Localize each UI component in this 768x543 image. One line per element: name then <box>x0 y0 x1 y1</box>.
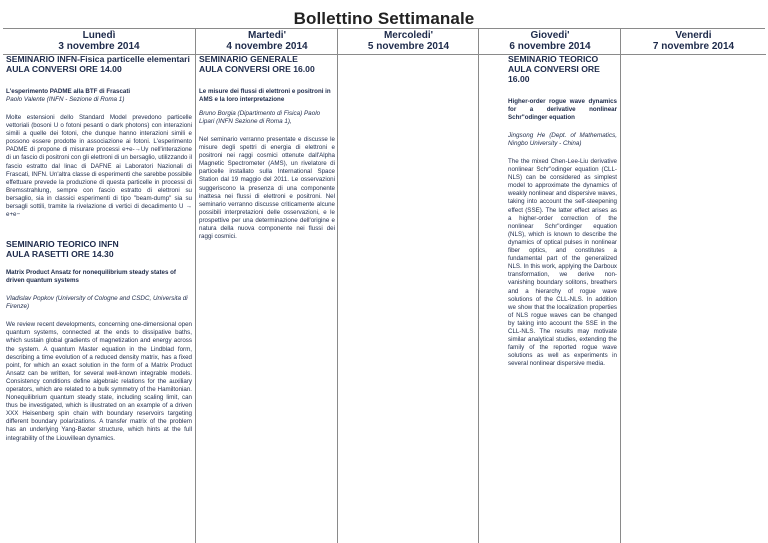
day-date: 4 novembre 2014 <box>226 41 308 52</box>
talk-author: Jingsong He (Dept. of Mathematics, Ningbo University - China) <box>508 132 617 147</box>
talk-title: Higher-order rogue wave dynamics for a derivative nonlinear Schr"odinger equation <box>508 98 617 121</box>
column-monday <box>3 29 195 543</box>
seminar-room: AULA CONVERSI ORE 16.00 <box>508 64 600 84</box>
talk-abstract: We review recent developments, concerning one-dimensional open quantum systems, connected at the ends to dissipative baths, which sustain global gradients of magnetization and energy across the system. A quantum Master equation in the Lindblad form, describing a time evolution of a reduced density matrix, has a fixed point, for which an exact solution in the form of a Matrix Product Ansatz can be written, for several well-known integrable models. Consistency conditions define algebraic relations for the auxiliary operators, which are related to a bulk symmetry of the Hamiltonian. Nonequilibrium quantum steady state, including scaling limit, can thus be investigated, which is illustrated on an example of a driven XXX Heisenberg spin chain with boundary reservoirs targeting different boundary polarizations. A transfer matrix of the problem has an underlying Yang-Baxter structure, which hints at the full integrability of the Liouvillean dynamics. <box>6 321 192 442</box>
column-thursday <box>478 29 621 543</box>
talk-abstract: The the mixed Chen-Lee-Liu derivative nonlinear Schr"odinger equation (CLL-NLS) can be considered as simplest model to approximate the dynamics of weakly nonlinear and dispersive waves, taking into account the self-steepening effect (SSE). The latter effect arises as a higher-order correction of the nonlinear Schr"ordinger equation (NLS), which is known to describe the dynamics of optical pulses in nonlinear fiber optics, and constitutes a fundamental part of the generalized NLS. In this work, applying the Darboux transformation, we derive non-vanishing boundary solitons, breathers and a hierarchy of rogue wave solutions of the CLL-NLS. In addition we show that the localization properties of NLS rogue waves can be changed by taking into account the SSE in the CLL-NLS. The results may motivate similar analytical studies, extending the family of the reported rogue wave solutions as well as experiments in several nonlinear dispersive media. <box>508 158 617 368</box>
talk-author: Vladislav Popkov (University of Cologne and CSDC, Universita di Firenze) <box>6 295 188 311</box>
tuesday-content <box>199 54 335 241</box>
day-date: 5 novembre 2014 <box>367 41 450 52</box>
day-header-monday <box>3 29 195 55</box>
seminar-room: AULA CONVERSI ORE 14.00 <box>6 64 122 74</box>
day-name: Venerdi <box>675 30 712 41</box>
thursday-content <box>508 54 617 368</box>
talk-author: Paolo Valente (INFN - Sezione di Roma 1) <box>6 96 125 103</box>
seminar-type: SEMINARIO GENERALE <box>199 54 298 64</box>
day-header-friday <box>621 29 766 55</box>
seminar-room: AULA RASETTI ORE 14.30 <box>6 249 114 260</box>
talk-title: L'esperimento PADME alla BTF di Frascati <box>6 88 131 95</box>
day-name: Lunedì <box>82 30 116 41</box>
column-friday <box>620 29 766 543</box>
talk-title: Matrix Product Ansatz for nonequilibrium steady states of driven quantum systems <box>6 269 176 285</box>
seminar-type: SEMINARIO TEORICO INFN <box>6 239 119 250</box>
talk-abstract: Nel seminario verranno presentate e discusse le misure degli spettri di energia di elettroni e positroni nei raggi cosmici ottenute dall'Alpha Magnetic Spectrometer (AMS), un rivelatore di particelle installato sulla International Space Station dal 19 maggio del 2011. Le osservazioni suggeriscono la presenza di una componente inattesa nei flussi di elettroni e positroni. Nel seminario verranno discusse criticamente alcune possibili interpretazioni delle osservazioni, e le prospettive per una determinazione dell'origine e natura della nuova componente nei flussi dei raggi cosmici. <box>199 136 335 241</box>
day-name: Giovedi' <box>530 30 570 41</box>
seminar-room: AULA CONVERSI ORE 16.00 <box>199 64 315 74</box>
page-title: Bollettino Settimanale <box>293 9 475 28</box>
seminar-type: SEMINARIO INFN-Fisica particelle elementari <box>6 54 190 64</box>
day-name: Mercoledi' <box>383 30 434 41</box>
day-name: Martedi' <box>248 30 286 41</box>
talk-title: Le misure dei flussi di elettroni e positroni in AMS e la loro interpretazione <box>199 88 331 103</box>
talk-abstract: Molte estensioni dello Standard Model prevedono particelle vettoriali (bosoni U o fotoni pesanti o dark photons) con interazioni simili a quelle dei fotoni, che dunque hanno interazioni simili e possono essere prodotte in associazione ai fotoni. L'esperimento PADME di propone di misurare processi e+e-→Uγ nell'interazione di un fascio di positroni con gli elettroni di un bersaglio, utilizzando il fascio estratto dal linac di DAFNE ai Laboratori Nazionali di Frascati, INFN. Un'altra classe di esperimenti che sarebbe possibile effettuare prevede la produzione di questa particelle in processi di Bremsstrahlung, sempre con fascio estratto di elettroni su bersaglio, sia in classici esperimenti di tipo "beam-dump" sia su bersagli sottili, tramite la rivelazione di vertici di decadimento U → e+e− <box>6 114 192 219</box>
column-tuesday <box>195 29 338 543</box>
monday-content <box>6 54 192 443</box>
day-header-tuesday <box>196 29 338 55</box>
schedule-grid <box>3 28 765 543</box>
seminar-type: SEMINARIO TEORICO <box>508 54 599 64</box>
day-date: 6 novembre 2014 <box>509 41 591 52</box>
column-wednesday <box>337 29 479 543</box>
talk-author: Bruno Borgia (Dipartimento di Fisica) Paolo Lipari (INFN Sezione di Roma 1), <box>199 110 321 125</box>
day-date: 7 novembre 2014 <box>652 41 735 52</box>
day-header-thursday <box>479 29 621 55</box>
day-date: 3 novembre 2014 <box>58 41 140 52</box>
day-header-wednesday <box>338 29 479 55</box>
